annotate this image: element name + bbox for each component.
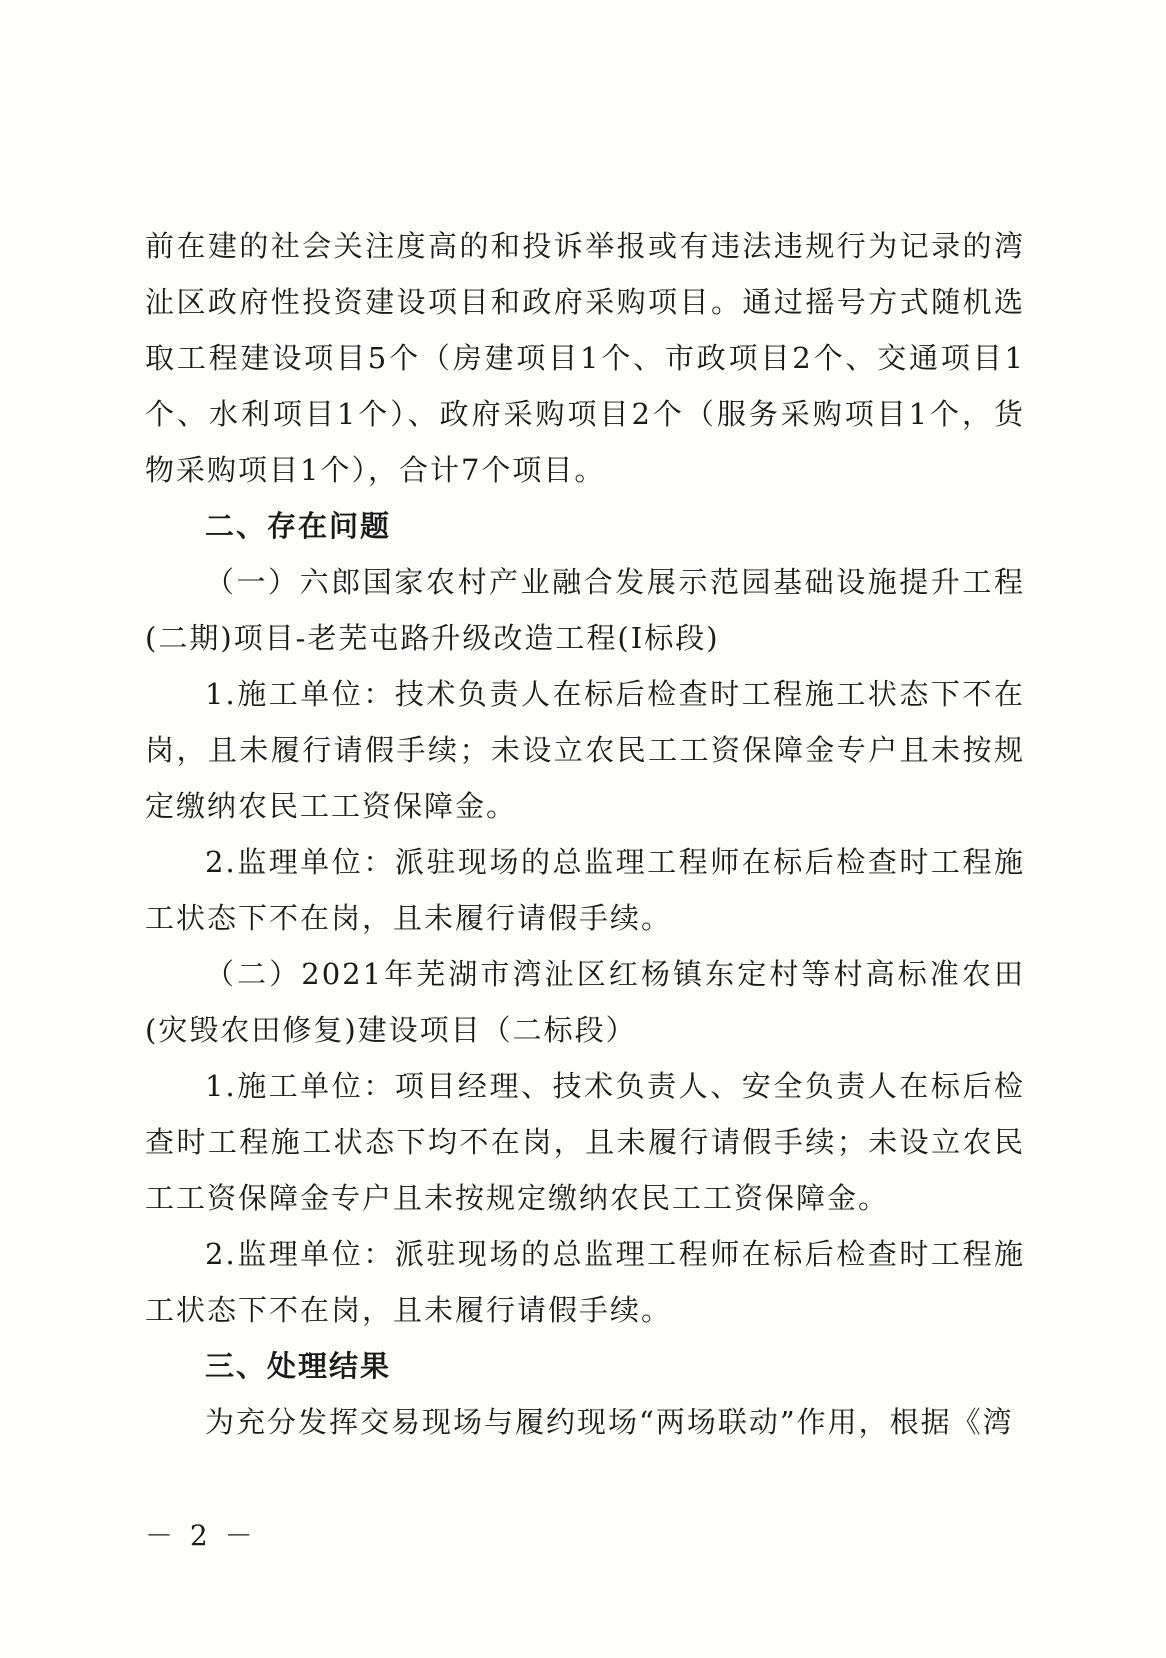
subsection-heading-project-1: （一）六郎国家农村产业融合发展示范园基础设施提升工程(二期)项目-老芜屯路升级改造工程(Ⅰ标段) bbox=[145, 565, 1025, 655]
page-number: － 2 － bbox=[145, 1519, 257, 1552]
paragraph-project-1-supervisor: 2.监理单位：派驻现场的总监理工程师在标后检查时工程施工状态下不在岗，且未履行请假手续。 bbox=[145, 845, 1025, 935]
paragraph-intro-continued: 前在建的社会关注度高的和投诉举报或有违法违规行为记录的湾沚区政府性投资建设项目和政府采购项目。通过摇号方式随机选取工程建设项目5个（房建项目1个、市政项目2个、交通项目1个、水利项目1个）、政府采购项目2个（服务采购项目1个，货物采购项目1个），合计7个项目。 bbox=[145, 229, 1025, 487]
paragraph-project-2-supervisor: 2.监理单位：派驻现场的总监理工程师在标后检查时工程施工状态下不在岗，且未履行请假手续。 bbox=[145, 1237, 1025, 1327]
paragraph-project-1-contractor: 1.施工单位：技术负责人在标后检查时工程施工状态下不在岗，且未履行请假手续；未设立农民工工资保障金专户且未按规定缴纳农民工工资保障金。 bbox=[145, 677, 1025, 823]
document-body bbox=[145, 218, 1025, 1450]
subsection-heading-project-2: （二）2021年芜湖市湾沚区红杨镇东定村等村高标准农田(灾毁农田修复)建设项目（二标段） bbox=[145, 957, 1025, 1047]
paragraph-project-2-contractor: 1.施工单位：项目经理、技术负责人、安全负责人在标后检查时工程施工状态下均不在岗，且未履行请假手续；未设立农民工工资保障金专户且未按规定缴纳农民工工资保障金。 bbox=[145, 1069, 1025, 1215]
section-heading-results: 三、处理结果 bbox=[205, 1349, 392, 1383]
paragraph-results-start: 为充分发挥交易现场与履约现场“两场联动”作用，根据《湾 bbox=[205, 1405, 1014, 1439]
section-heading-problems: 二、存在问题 bbox=[205, 509, 392, 543]
